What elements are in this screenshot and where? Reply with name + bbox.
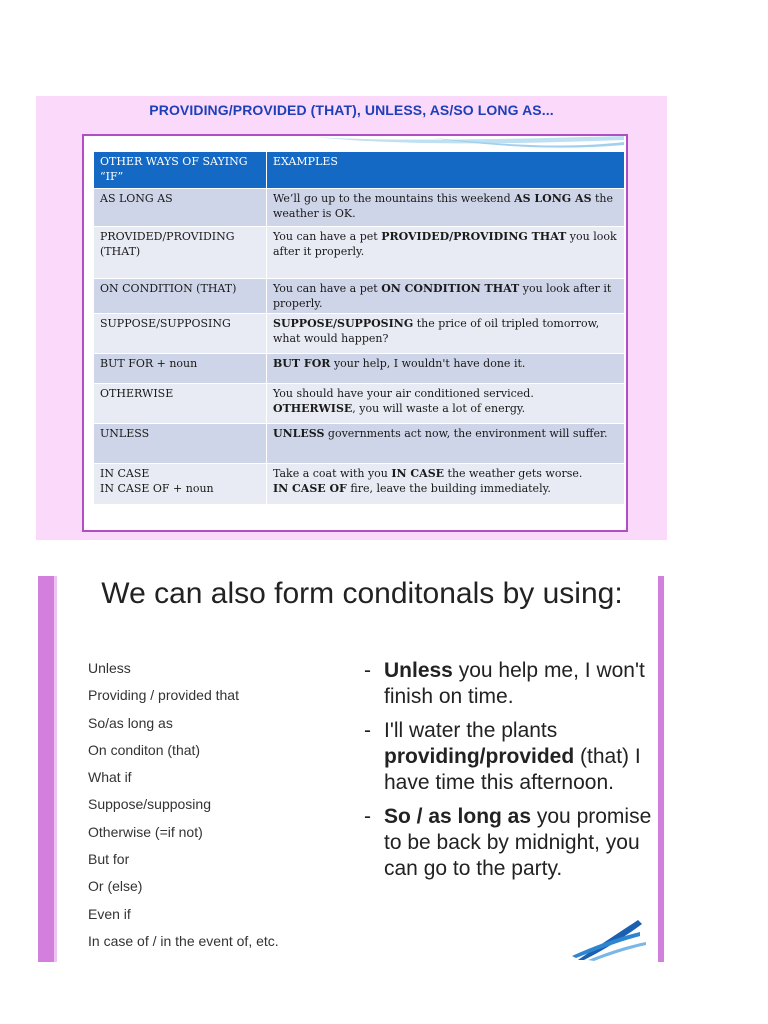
table-row <box>94 354 625 384</box>
list-item: In case of / in the event of, etc. <box>88 932 279 949</box>
example-item <box>364 718 654 796</box>
example-segment: , you will waste a lot of energy. <box>352 402 526 415</box>
example-segment: You can have a pet <box>273 282 382 295</box>
swoosh-decoration <box>314 136 624 152</box>
example-segment: You should have your air conditioned serviced. <box>273 387 534 400</box>
example-text-segment: providing/provided <box>384 745 575 768</box>
bullet-dash: - <box>364 659 371 682</box>
list-item: Even if <box>88 905 131 922</box>
list-item: Unless <box>88 660 131 676</box>
example-cell <box>267 424 625 464</box>
example-cell <box>267 279 625 314</box>
term-cell: ON CONDITION (THAT) <box>94 279 267 314</box>
example-text-segment: Unless <box>384 659 453 682</box>
example-segment: you look after it properly. <box>273 230 617 258</box>
conditional-table <box>94 152 625 504</box>
term-cell: IN CASE IN CASE OF + noun <box>94 464 267 504</box>
example-segment: AS LONG AS <box>514 192 592 205</box>
alternatives-list <box>88 658 279 958</box>
term-cell: UNLESS <box>94 424 267 464</box>
list-item: What if <box>88 769 132 786</box>
bullet-dash: - <box>364 719 371 742</box>
example-text-segment: (that) I have time this afternoon. <box>384 745 641 794</box>
example-cell <box>267 227 625 279</box>
left-accent-bar <box>38 576 54 962</box>
example-segment: ON CONDITION THAT <box>381 282 520 295</box>
table-frame <box>82 134 628 532</box>
bullet-dash: - <box>364 805 371 828</box>
example-segment: you look after it properly. <box>273 282 612 310</box>
examples-list <box>364 658 654 890</box>
example-segment: governments act now, the environment will suffer. <box>324 427 608 440</box>
table-row <box>94 314 625 354</box>
example-segment: PROVIDED/PROVIDING THAT <box>381 230 567 243</box>
example-segment: IN CASE <box>391 467 445 480</box>
list-item: Or (else) <box>88 878 143 895</box>
list-item: On conditon (that) <box>88 741 201 758</box>
list-item: Suppose/supposing <box>88 796 211 813</box>
example-segment: We’ll go up to the mountains this weekend <box>273 192 515 205</box>
example-segment: the price of oil tripled tomorrow, what would happen? <box>273 317 600 345</box>
term-cell: PROVIDED/PROVIDING (THAT) <box>94 227 267 279</box>
table-row <box>94 279 625 314</box>
example-segment: Take a coat with you <box>273 467 392 480</box>
list-item: Providing / provided that <box>88 687 239 704</box>
example-text-segment: I'll water the plants <box>384 719 558 742</box>
slide-1-title: PROVIDING/PROVIDED (THAT), UNLESS, AS/SO LONG AS... <box>149 102 554 118</box>
list-item: Otherwise (=if not) <box>88 823 203 840</box>
example-segment: OTHERWISE <box>273 402 353 415</box>
header-examples: EXAMPLES <box>267 152 625 189</box>
example-text-segment: you promise to be back by midnight, you can go to the party. <box>384 805 652 880</box>
table-row <box>94 424 625 464</box>
table-row <box>94 384 625 424</box>
slide-2-heading: We can also form conditonals by using: <box>101 577 623 610</box>
term-cell: BUT FOR + noun <box>94 354 267 384</box>
term-cell: SUPPOSE/SUPPOSING <box>94 314 267 354</box>
table-body <box>94 189 625 504</box>
table-row <box>94 227 625 279</box>
slide-1 <box>36 96 667 540</box>
table-row <box>94 189 625 227</box>
example-item <box>364 804 654 882</box>
example-text-segment: So / as long as <box>384 805 532 828</box>
example-cell <box>267 384 625 424</box>
term-cell: OTHERWISE <box>94 384 267 424</box>
list-item: So/as long as <box>88 714 173 731</box>
header-other-ways: OTHER WAYS OF SAYING “IF” <box>94 152 267 189</box>
example-segment: BUT FOR <box>273 357 331 370</box>
example-segment: fire, leave the building immediately. <box>346 482 551 495</box>
example-cell <box>267 189 625 227</box>
example-segment: You can have a pet <box>273 230 382 243</box>
example-cell <box>267 314 625 354</box>
example-text-segment: you help me, I won't finish on time. <box>384 659 645 708</box>
example-segment: the weather is OK. <box>273 192 614 220</box>
example-item <box>364 658 654 710</box>
example-segment: IN CASE OF <box>273 482 347 495</box>
example-cell <box>267 354 625 384</box>
example-segment: the weather gets worse. <box>444 467 583 480</box>
example-segment: SUPPOSE/SUPPOSING <box>273 317 414 330</box>
list-item: But for <box>88 851 130 868</box>
swoosh-logo-icon <box>568 916 648 962</box>
example-segment: your help, I wouldn't have done it. <box>330 357 526 370</box>
right-accent-bar <box>658 576 664 962</box>
slide-2 <box>38 576 664 962</box>
table-row <box>94 464 625 504</box>
example-cell <box>267 464 625 504</box>
table-header-row <box>94 152 625 189</box>
term-cell: AS LONG AS <box>94 189 267 227</box>
example-segment: UNLESS <box>273 427 325 440</box>
